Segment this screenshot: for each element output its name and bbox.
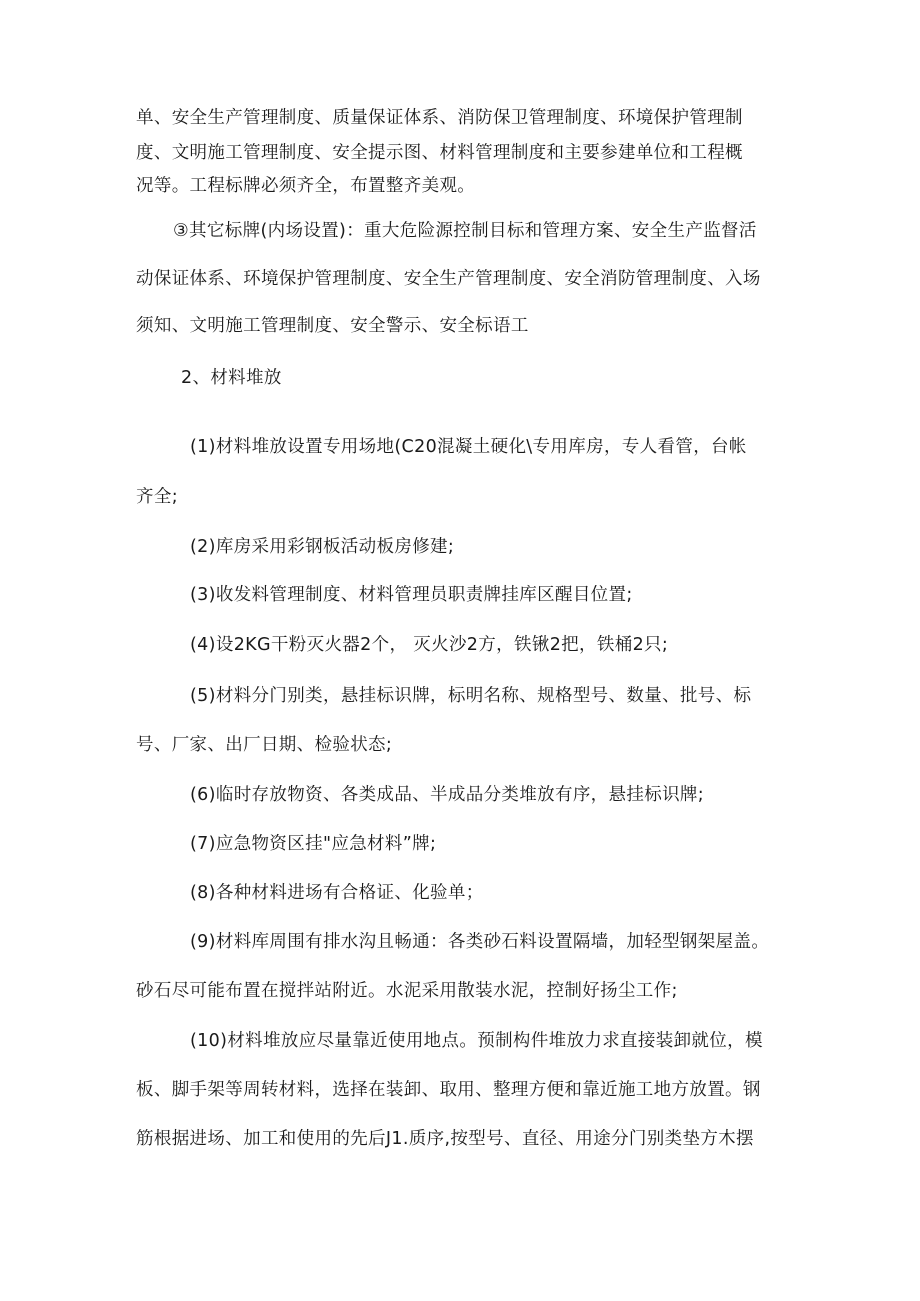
text-line: 动保证体系、环境保护管理制度、安全生产管理制度、安全消防管理制度、入场 — [136, 269, 761, 289]
text-line: 板、脚手架等周转材料，选择在装卸、取用、整理方便和靠近施工地方放置。钢 — [136, 1080, 761, 1100]
text-line: 须知、文明施工管理制度、安全警示、安全标语工 — [136, 316, 529, 336]
text-line: (4)设2KG干粉灭火器2个， 灭火沙2方，铁锹2把，铁桶2只; — [190, 635, 669, 655]
text-line: (5)材料分门别类，悬挂标识牌，标明名称、规格型号、数量、批号、标 — [190, 686, 752, 706]
text-line: 筋根据进场、加工和使用的先后J1.质序,按型号、直径、用途分门别类垫方木摆 — [136, 1129, 754, 1149]
text-line: (8)各种材料进场有合格证、化验单； — [190, 883, 484, 903]
text-line: (3)收发料管理制度、材料管理员职责牌挂库区醒目位置; — [190, 585, 633, 605]
section-heading: 2、材料堆放 — [181, 368, 282, 388]
text-line: 齐全; — [136, 487, 178, 507]
text-line: (1)材料堆放设置专用场地(C20混凝土硬化\专用库房，专人看管，台帐 — [190, 437, 747, 457]
text-line: 砂石尽可能布置在搅拌站附近。水泥采用散装水泥，控制好扬尘工作; — [136, 981, 678, 1001]
text-line: 况等。工程标牌必须齐全，布置整齐美观。 — [136, 176, 476, 196]
text-line: (6)临时存放物资、各类成品、半成品分类堆放有序，悬挂标识牌; — [190, 785, 705, 805]
text-line: 单、安全生产管理制度、质量保证体系、消防保卫管理制度、环境保护管理制 — [136, 108, 743, 128]
text-line: 度、文明施工管理制度、安全提示图、材料管理制度和主要参建单位和工程概 — [136, 143, 743, 163]
text-line: (2)库房采用彩钢板活动板房修建; — [190, 537, 455, 557]
text-line: (9)材料库周围有排水沟且畅通：各类砂石料设置隔墙，加轻型钢架屋盖。 — [190, 932, 770, 952]
text-line: ③其它标牌(内场设置)：重大危险源控制目标和管理方案、安全生产监督活 — [173, 221, 757, 241]
text-line: 号、厂家、出厂日期、检验状态; — [136, 735, 393, 755]
text-line: (10)材料堆放应尽量靠近使用地点。预制构件堆放力求直接装卸就位，模 — [190, 1031, 763, 1051]
text-line: (7)应急物资区挂"应急材料”牌; — [190, 834, 437, 854]
